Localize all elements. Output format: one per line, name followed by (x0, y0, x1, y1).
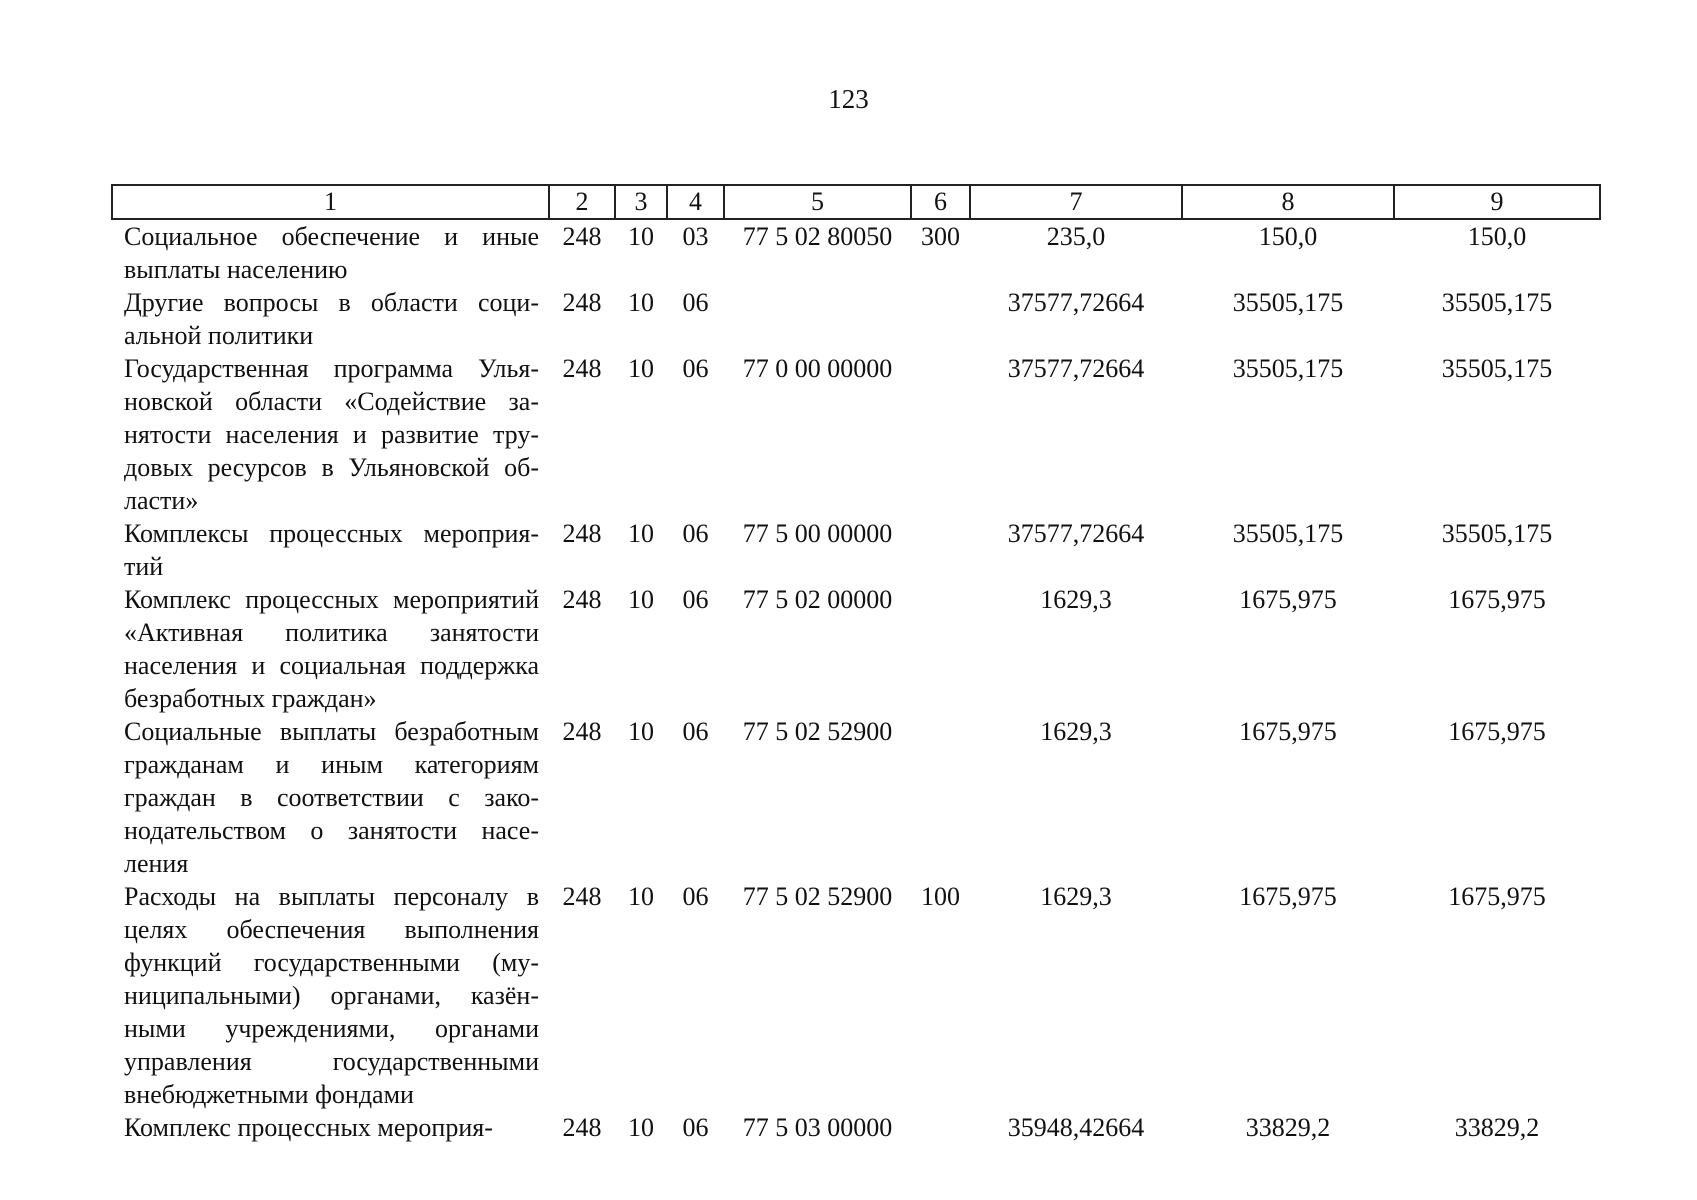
cell-ministry-code: 248 (562, 222, 602, 251)
cell-amount-col7: 35948,42664 (1007, 1113, 1145, 1142)
cell-expense-name: Другие вопросы в области социальной политики (124, 288, 539, 350)
cell-subsection-code: 06 (682, 717, 709, 746)
table-row (112, 219, 1600, 286)
cell-target-article: 77 5 02 80050 (742, 222, 893, 251)
table-row (112, 352, 1600, 517)
cell-amount-col7: 37577,72664 (1007, 354, 1145, 383)
cell-target-article: 77 5 03 00000 (742, 1113, 893, 1142)
cell-subsection-code: 06 (682, 354, 709, 383)
cell-section-code: 10 (628, 288, 654, 317)
cell-subsection-code: 06 (682, 585, 709, 614)
cell-amount-col7: 37577,72664 (1007, 519, 1145, 548)
cell-subsection-code: 03 (682, 222, 709, 251)
cell-section-code: 10 (628, 1113, 654, 1142)
cell-amount-col7: 235,0 (1046, 222, 1106, 251)
cell-amount-col9: 1675,975 (1448, 585, 1546, 614)
table-row (112, 583, 1600, 715)
cell-expense-type (911, 352, 970, 517)
cell-section-code: 10 (628, 222, 654, 251)
cell-expense-name: Комплекс процессных мероприятий «Активная политика занятости населения и социальная поддержка безработных граждан» (124, 585, 539, 713)
cell-expense-name: Социальные выплаты безработным гражданам и иным категориям граждан в соответствии с законодательством о занятости населения (124, 717, 539, 878)
header-cell-4: 4 (667, 185, 724, 219)
cell-amount-col8: 1675,975 (1239, 717, 1337, 746)
cell-subsection-code: 06 (682, 288, 709, 317)
header-cell-7: 7 (970, 185, 1182, 219)
table-row (112, 286, 1600, 352)
table-row (112, 880, 1600, 1111)
page-number: 123 (828, 84, 869, 114)
table-row (112, 715, 1600, 880)
cell-amount-col9: 33829,2 (1454, 1113, 1540, 1142)
cell-amount-col8: 1675,975 (1239, 585, 1337, 614)
cell-expense-type (911, 1111, 970, 1144)
table-body (112, 219, 1600, 1144)
cell-ministry-code: 248 (562, 288, 602, 317)
header-cell-3: 3 (615, 185, 667, 219)
cell-section-code: 10 (628, 882, 654, 911)
cell-target-article: 77 5 02 52900 (742, 717, 893, 746)
cell-amount-col8: 33829,2 (1245, 1113, 1331, 1142)
cell-target-article (724, 286, 911, 352)
cell-ministry-code: 248 (562, 354, 602, 383)
cell-amount-col9: 1675,975 (1448, 882, 1546, 911)
header-cell-8: 8 (1182, 185, 1394, 219)
cell-amount-col9: 35505,175 (1441, 519, 1553, 548)
cell-expense-type (911, 583, 970, 715)
cell-target-article: 77 5 00 00000 (742, 519, 893, 548)
header-cell-1: 1 (112, 185, 549, 219)
cell-ministry-code: 248 (562, 585, 602, 614)
cell-subsection-code: 06 (682, 882, 709, 911)
cell-ministry-code: 248 (562, 717, 602, 746)
cell-expense-name: Расходы на выплаты персоналу в целях обеспечения выполнения функций государственными (муниципальными) органами, казёнными учреждениями, органами управления государственными внебюджетными фондами (124, 882, 539, 1109)
cell-expense-name: Комплекс процессных мероприя- (124, 1113, 493, 1142)
cell-expense-type: 300 (921, 222, 960, 251)
cell-ministry-code: 248 (562, 519, 602, 548)
cell-amount-col8: 35505,175 (1232, 354, 1344, 383)
table-header-row (112, 185, 1600, 219)
cell-amount-col8: 150,0 (1258, 222, 1318, 251)
cell-amount-col7: 1629,3 (1040, 717, 1112, 746)
cell-amount-col7: 1629,3 (1040, 585, 1112, 614)
cell-target-article: 77 0 00 00000 (742, 354, 893, 383)
cell-expense-type (911, 286, 970, 352)
header-cell-5: 5 (724, 185, 911, 219)
cell-amount-col9: 1675,975 (1448, 717, 1546, 746)
cell-section-code: 10 (628, 519, 654, 548)
cell-ministry-code: 248 (562, 1113, 602, 1142)
cell-expense-name: Социальное обеспечение и иные выплаты населению (124, 222, 539, 284)
cell-section-code: 10 (628, 354, 654, 383)
cell-ministry-code: 248 (562, 882, 602, 911)
cell-target-article: 77 5 02 00000 (742, 585, 893, 614)
cell-expense-type (911, 715, 970, 880)
cell-expense-type: 100 (921, 882, 960, 911)
cell-amount-col9: 150,0 (1467, 222, 1527, 251)
table-row (112, 1111, 1600, 1144)
header-cell-6: 6 (911, 185, 970, 219)
cell-section-code: 10 (628, 717, 654, 746)
cell-amount-col7: 37577,72664 (1007, 288, 1145, 317)
cell-expense-name: Комплексы процессных мероприятий (124, 519, 539, 581)
table-row (112, 517, 1600, 583)
header-cell-2: 2 (549, 185, 615, 219)
cell-amount-col9: 35505,175 (1441, 288, 1553, 317)
cell-amount-col8: 1675,975 (1239, 882, 1337, 911)
cell-amount-col7: 1629,3 (1040, 882, 1112, 911)
cell-expense-name: Государственная программа Ульяновской области «Содействие занятости населения и развитие трудовых ресурсов в Ульяновской области» (124, 354, 539, 515)
budget-table (111, 184, 1601, 1144)
cell-expense-type (911, 517, 970, 583)
cell-subsection-code: 06 (682, 1113, 709, 1142)
cell-subsection-code: 06 (682, 519, 709, 548)
header-cell-9: 9 (1394, 185, 1600, 219)
cell-section-code: 10 (628, 585, 654, 614)
cell-amount-col8: 35505,175 (1232, 519, 1344, 548)
cell-target-article: 77 5 02 52900 (742, 882, 893, 911)
cell-amount-col9: 35505,175 (1441, 354, 1553, 383)
cell-amount-col8: 35505,175 (1232, 288, 1344, 317)
